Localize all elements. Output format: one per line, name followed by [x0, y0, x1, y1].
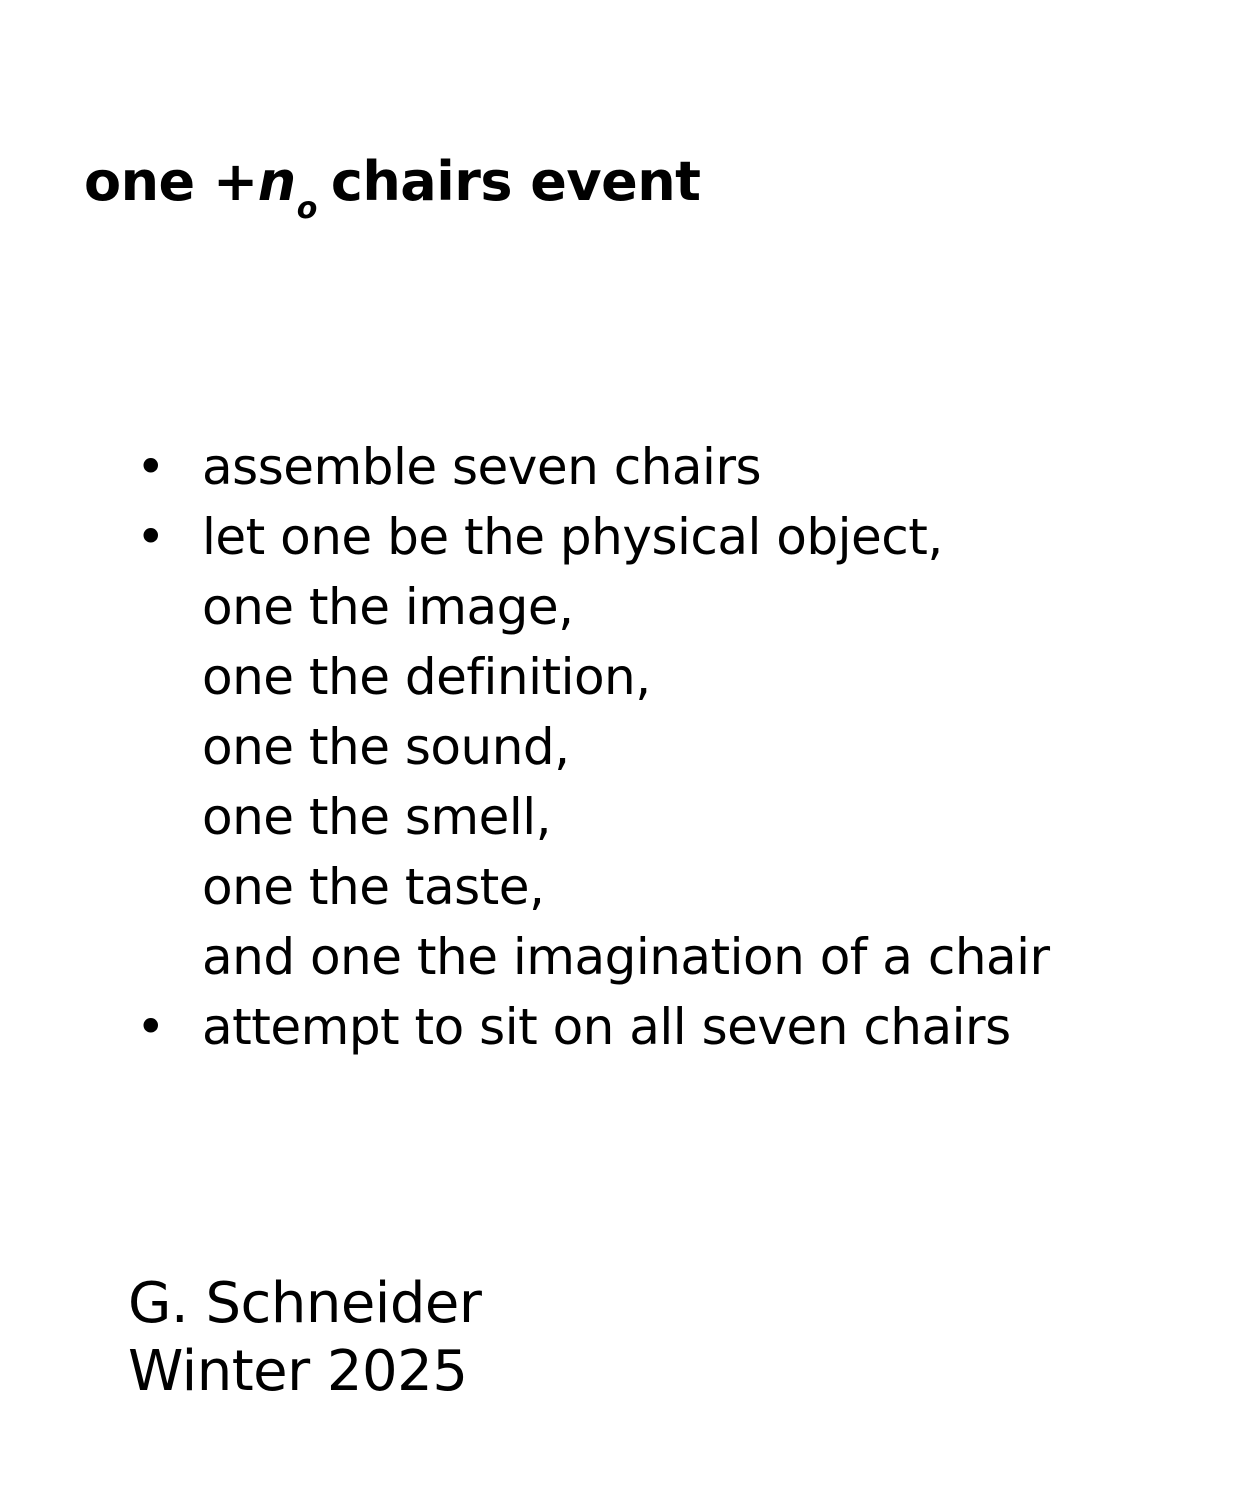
instruction-line: let one be the physical object,	[202, 508, 943, 566]
signature-block	[128, 1270, 481, 1406]
title-prefix: one	[84, 150, 195, 213]
instruction-line: one the image,	[202, 578, 574, 636]
list-item	[132, 432, 1050, 502]
list-item	[132, 502, 1050, 992]
title-subscript: o	[296, 191, 317, 226]
instruction-line: attempt to sit on all seven chairs	[202, 998, 1011, 1056]
bullet-icon: •	[136, 998, 165, 1056]
instruction-list	[132, 432, 1050, 1062]
page-title	[84, 150, 701, 226]
title-suffix: chairs event	[330, 150, 701, 213]
date-line: Winter 2025	[128, 1339, 468, 1404]
instruction-line: one the smell,	[202, 788, 552, 846]
title-italic-term: +n	[212, 150, 296, 213]
instruction-line: one the sound,	[202, 718, 570, 776]
instruction-line: one the taste,	[202, 858, 545, 916]
instruction-line: assemble seven chairs	[202, 438, 762, 496]
author-name: G. Schneider	[128, 1271, 482, 1336]
bullet-icon: •	[136, 438, 165, 496]
instruction-line: one the definition,	[202, 648, 651, 706]
instruction-line: and one the imagination of a chair	[202, 928, 1050, 986]
list-item	[132, 992, 1050, 1062]
bullet-icon: •	[136, 508, 165, 566]
